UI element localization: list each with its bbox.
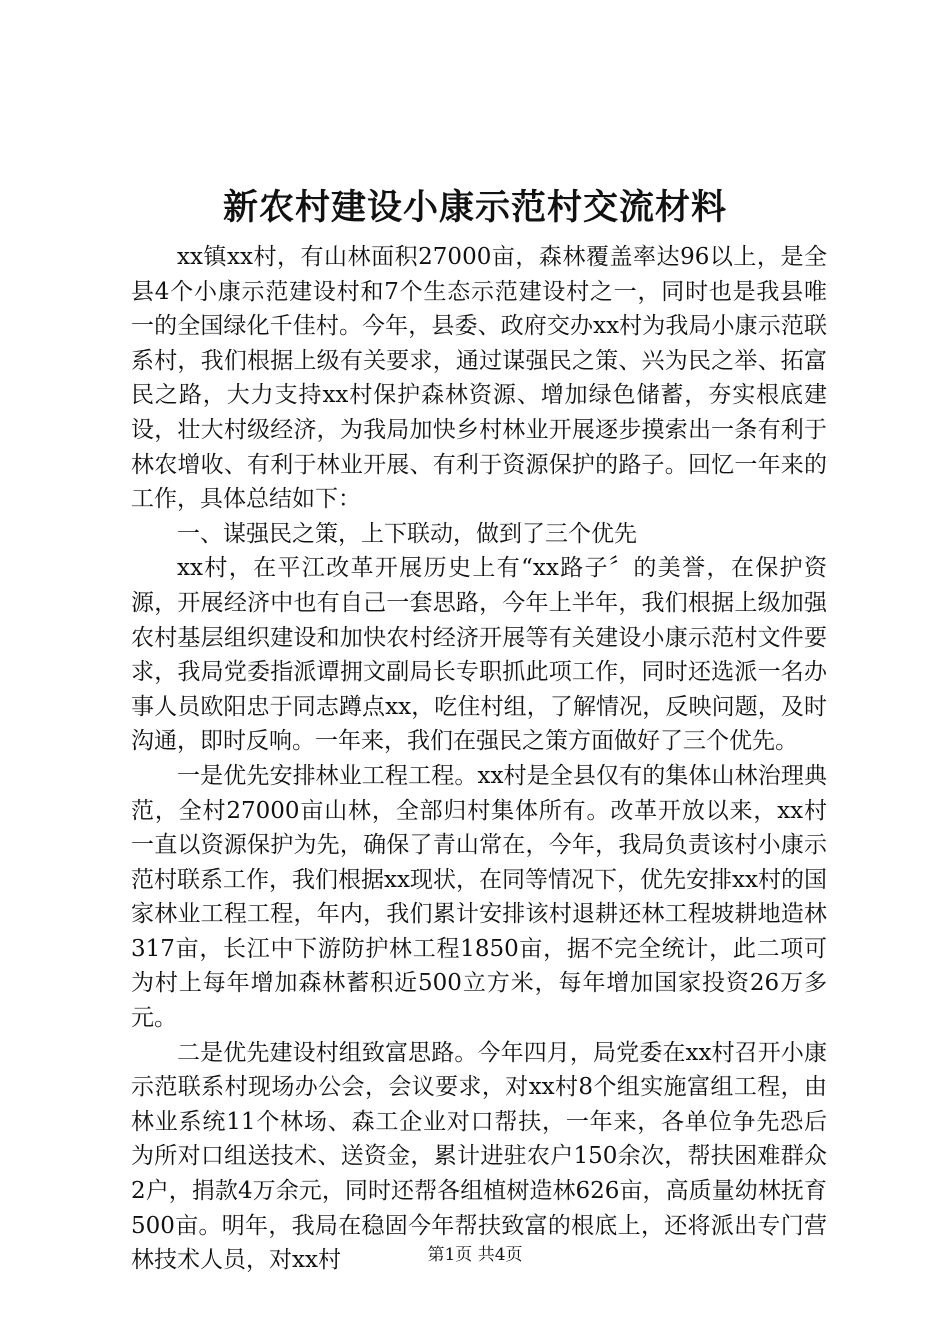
paragraph-first-priority: 一是优先安排林业工程工程。xx村是全县仅有的集体山林治理典范，全村27000亩山林，全部归村集体所有。改革开放以来，xx村一直以资源保护为先，确保了青山常在，今年，我局负责该村小康示范村联系工作，我们根据xx现状，在同等情况下，优先安排xx村的国家林业工程工程，年内，我们累计安排该村退耕还林工程坡耕地造林317亩，长江中下游防护林工程1850亩，据不完全统计，此二项可为村上每年增加森林蓄积近500立方米，每年增加国家投资26万多元。 (131, 762, 827, 1032)
paragraph-second-priority: 二是优先建设村组致富思路。今年四月，局党委在xx村召开小康示范联系村现场办公会，会议要求，对xx村8个组实施富组工程，由林业系统11个林场、森工企业对口帮扶，一年来，各单位争先恐后为所对口组送技术、送资金，累计进驻农户150余次，帮扶困难群众2户，捐款4万余元，同时还帮各组植树造林626亩，高质量幼林抚育500亩。明年，我局在稳固今年帮扶致富的根底上，还将派出专门营林技术人员，对xx村 (131, 1039, 827, 1274)
paragraph-intro: xx镇xx村，有山林面积27000亩，森林覆盖率达96以上，是全县4个小康示范建设村和7个生态示范建设村之一，同时也是我县唯一的全国绿化千佳村。今年，县委、政府交办xx村为我局小康示范联系村，我们根据上级有关要求，通过谋强民之策、兴为民之举、拓富民之路，大力支持xx村保护森林资源、增加绿色储蓄，夯实根底建设，壮大村级经济，为我局加快乡村林业开展逐步摸索出一条有利于林农增收、有利于林业开展、有利于资源保护的路子。回忆一年来的工作，具体总结如下： (131, 244, 827, 513)
section-heading-1: 一、谋强民之策，上下联动，做到了三个优先 (177, 520, 637, 547)
document-body (131, 240, 827, 1278)
document-title: 新农村建设小康示范村交流材料 (222, 187, 727, 228)
paragraph-section-1: xx村，在平江改革开展历史上有“xx路子〞的美誉，在保护资源，开展经济中也有自己一套思路，今年上半年，我们根据上级加强农村基层组织建设和加快农村经济开展等有关建设小康示范村文件要求，我局党委指派谭拥文副局长专职抓此项工作，同时还选派一名办事人员欧阳忠于同志蹲点xx，吃住村组，了解情况，反映问题，及时沟通，即时反响。一年来，我们在强民之策方面做好了三个优先。 (131, 555, 827, 755)
page-footer: 第1页 共4页 (427, 1245, 523, 1265)
